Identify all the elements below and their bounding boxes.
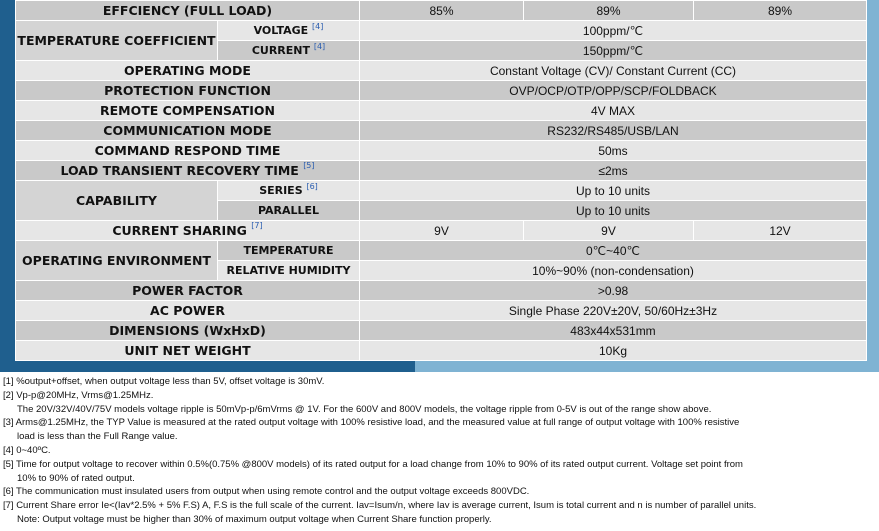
table-row (16, 221, 867, 241)
table-row (16, 141, 867, 161)
load-transient-label (16, 161, 360, 181)
capability-parallel-value: Up to 10 units (360, 201, 867, 221)
current-sharing-label (16, 221, 360, 241)
efficiency-value-2: 89% (524, 1, 694, 21)
current-sharing-text: CURRENT SHARING (112, 223, 247, 238)
efficiency-value-3: 89% (694, 1, 867, 21)
right-accent-band (866, 0, 879, 372)
table-row (16, 181, 867, 201)
table-row (16, 101, 867, 121)
footnote-7: [7] Current Share error Ie<(Iav*2.5% + 5% F.S) A, F.S is the full scale of the current. Iav=Isum/n, where Iav is average current, Isum is total current and n is number of parallel units. (3, 500, 757, 512)
table-row (16, 61, 867, 81)
temp-coeff-current-value: 150ppm/℃ (360, 41, 867, 61)
efficiency-value-1: 85% (360, 1, 524, 21)
operating-env-label: OPERATING ENVIRONMENT (16, 241, 218, 281)
note-ref: [4] (313, 42, 326, 51)
remote-comp-value: 4V MAX (360, 101, 867, 121)
current-sub-label: CURRENT (251, 44, 310, 57)
table-row (16, 21, 867, 41)
table-row (16, 161, 867, 181)
operating-env-temp-label: TEMPERATURE (218, 241, 360, 261)
footnote-2-continuation: The 20V/32V/40V/75V models voltage ripple is 50mVp-p/6mVrms @ 1V. For the 600V and 800V models, the voltage ripple from 0-5V is out of the range show above. (17, 403, 712, 415)
comm-mode-value: RS232/RS485/USB/LAN (360, 121, 867, 141)
footnote-5: [5] Time for output voltage to recover within 0.5%(0.75% @800V models) of its rated output for a load change from 10% to 90% of its rated output current. Voltage set point from (3, 458, 743, 470)
note-ref: [4] (312, 22, 324, 31)
capability-label: CAPABILITY (16, 181, 218, 221)
table-row (16, 81, 867, 101)
table-row (16, 121, 867, 141)
power-factor-label: POWER FACTOR (16, 281, 360, 301)
footnote-2: [2] Vp-p@20MHz, Vrms@1.25MHz. (3, 389, 154, 401)
left-accent-band (0, 0, 15, 371)
capability-series-value: Up to 10 units (360, 181, 867, 201)
operating-env-humidity-value: 10%~90% (non-condensation) (360, 261, 867, 281)
table-row (16, 241, 867, 261)
net-weight-label: UNIT NET WEIGHT (16, 341, 360, 361)
spec-table (15, 0, 867, 361)
protection-label: PROTECTION FUNCTION (16, 81, 360, 101)
capability-parallel-label: PARALLEL (218, 201, 360, 221)
temp-coeff-current-label (218, 41, 360, 61)
footnote-5-continuation: 10% to 90% of rated output. (17, 472, 135, 484)
power-factor-value: >0.98 (360, 281, 867, 301)
comm-mode-label: COMMUNICATION MODE (16, 121, 360, 141)
ac-power-value: Single Phase 220V±20V, 50/60Hz±3Hz (360, 301, 867, 321)
note-ref: [7] (251, 221, 263, 230)
protection-value: OVP/OCP/OTP/OPP/SCP/FOLDBACK (360, 81, 867, 101)
table-row (16, 1, 867, 21)
footnote-3: [3] Arms@1.25MHz, the TYP Value is measured at the rated output voltage with 100% resistive load, and the measured value at full range of output voltage with 100% resistive (3, 417, 740, 429)
current-sharing-value-3: 12V (694, 221, 867, 241)
capability-series-label (218, 181, 360, 201)
series-sub-label: SERIES (259, 184, 303, 197)
cmd-respond-label: COMMAND RESPOND TIME (16, 141, 360, 161)
table-row (16, 341, 867, 361)
efficiency-label: EFFCIENCY (FULL LOAD) (16, 1, 360, 21)
remote-comp-label: REMOTE COMPENSATION (16, 101, 360, 121)
note-ref: [6] (306, 182, 318, 191)
temp-coeff-voltage-label (218, 21, 360, 41)
operating-mode-value: Constant Voltage (CV)/ Constant Current (CC) (360, 61, 867, 81)
dimensions-label: DIMENSIONS (WxHxD) (16, 321, 360, 341)
load-transient-value: ≤2ms (360, 161, 867, 181)
load-transient-text: LOAD TRANSIENT RECOVERY TIME (60, 163, 299, 178)
footnote-7-continuation: Note: Output voltage must be higher than 30% of maximum output voltage when Current Share function properly. (17, 513, 492, 525)
footnote-4: [4] 0~40ºC. (3, 444, 51, 456)
footnote-1: [1] %output+offset, when output voltage less than 5V, offset voltage is 30mV. (3, 376, 325, 387)
footnotes (3, 375, 873, 527)
footnote-3-continuation: load is less than the Full Range value. (17, 431, 178, 443)
operating-env-humidity-label: RELATIVE HUMIDITY (218, 261, 360, 281)
table-row (16, 321, 867, 341)
temp-coeff-voltage-value: 100ppm/℃ (360, 21, 867, 41)
cmd-respond-value: 50ms (360, 141, 867, 161)
table-row (16, 281, 867, 301)
ac-power-label: AC POWER (16, 301, 360, 321)
footnote-6: [6] The communication must insulated users from output when using remote control and the output voltage exceeds 800VDC. (3, 486, 530, 498)
operating-env-temp-value: 0℃~40℃ (360, 241, 867, 261)
dimensions-value: 483x44x531mm (360, 321, 867, 341)
note-ref: [5] (303, 161, 315, 170)
net-weight-value: 10Kg (360, 341, 867, 361)
voltage-sub-label: VOLTAGE (253, 24, 309, 37)
current-sharing-value-1: 9V (360, 221, 524, 241)
operating-mode-label: OPERATING MODE (16, 61, 360, 81)
current-sharing-value-2: 9V (524, 221, 694, 241)
temp-coeff-label: TEMPERATURE COEFFICIENT (16, 21, 218, 61)
table-row (16, 301, 867, 321)
